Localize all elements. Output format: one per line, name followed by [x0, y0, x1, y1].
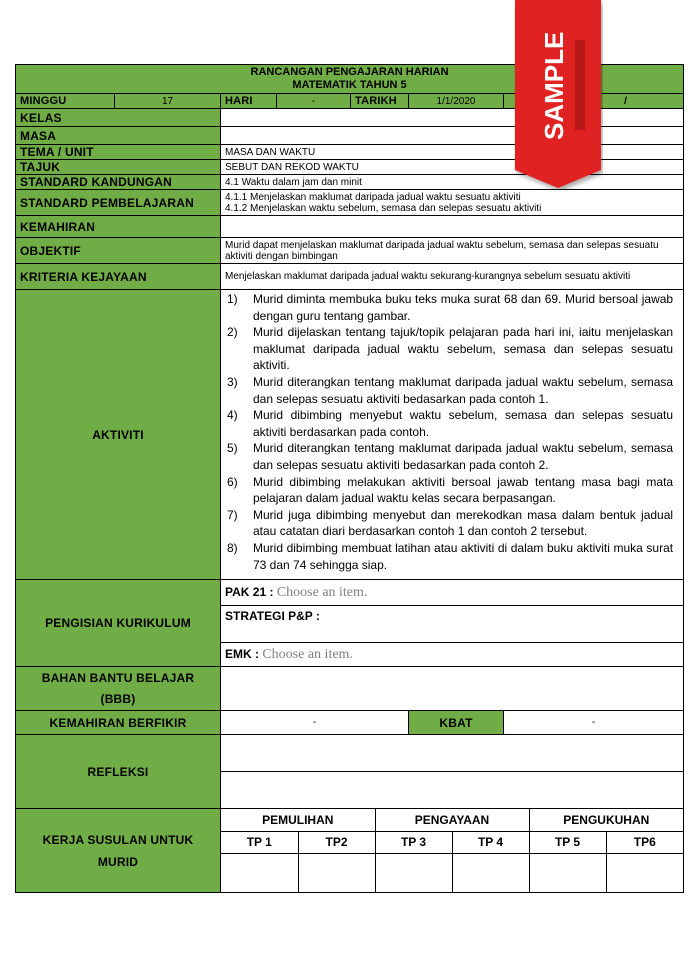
- pengisian-kurikulum-label: PENGISIAN KURIKULUM: [16, 580, 221, 667]
- kbat-label: KBAT: [409, 711, 504, 735]
- aktiviti-content[interactable]: [221, 290, 684, 580]
- tp4-header: TP 4: [452, 831, 529, 853]
- plan-title-line1: RANCANGAN PENGAJARAN HARIAN: [250, 66, 449, 78]
- sp-line-1: 4.1.1 Menjelaskan maklumat daripada jadual waktu sesuatu aktiviti: [225, 191, 521, 203]
- aktiviti-text: Murid dijelaskan tentang tajuk/topik pelajaran pada hari ini, iaitu menjelaskan maklumat daripada jadual waktu sebelum, semasa dan selepas sesuatu aktiviti.: [253, 325, 674, 373]
- aktiviti-list: [225, 291, 679, 573]
- hari-value[interactable]: -: [277, 94, 351, 109]
- masa-label: MASA: [16, 127, 221, 145]
- refleksi-line-2[interactable]: [221, 772, 684, 809]
- plan-title-line2: MATEMATIK TAHUN 5: [292, 79, 407, 91]
- sample-watermark-text: SAMPLE: [539, 31, 569, 140]
- aktiviti-label: AKTIVITI: [16, 290, 221, 580]
- aktiviti-num: 1): [227, 292, 238, 306]
- minggu-label: MINGGU: [16, 94, 115, 109]
- aktiviti-text: Murid dibimbing melakukan aktiviti bersoal jawab tentang masa bagi mata pelajaran dalam jadual waktu kelas secara berpasangan.: [253, 474, 674, 506]
- strategi-label: STRATEGI P&P :: [225, 609, 320, 623]
- kemahiran-value[interactable]: [221, 216, 684, 238]
- sample-watermark: [513, 0, 603, 190]
- tajuk-value[interactable]: SEBUT DAN REKOD WAKTU: [221, 160, 684, 175]
- tema-value[interactable]: MASA DAN WAKTU: [221, 145, 684, 160]
- emk-field[interactable]: [221, 643, 684, 667]
- aktiviti-item: [227, 540, 673, 573]
- kerja-susulan-line1: KERJA SUSULAN UNTUK: [42, 832, 194, 847]
- tp5-header: TP 5: [529, 831, 606, 853]
- refleksi-label: REFLEKSI: [16, 735, 221, 809]
- refleksi-line-1[interactable]: [221, 735, 684, 772]
- strategi-field[interactable]: [221, 606, 684, 643]
- tp2-header: TP2: [298, 831, 375, 853]
- aktiviti-num: 7): [227, 507, 238, 522]
- kelas-value[interactable]: [221, 109, 684, 127]
- aktiviti-num: 8): [227, 540, 238, 555]
- objektif-value[interactable]: Murid dapat menjelaskan maklumat daripada jadual waktu sebelum, semasa dan selepas sesuatu aktiviti dengan bimbingan: [221, 238, 684, 264]
- standard-kandungan-label: STANDARD KANDUNGAN: [16, 175, 221, 190]
- emk-dropdown[interactable]: Choose an item.: [262, 646, 353, 662]
- kemahiran-label: KEMAHIRAN: [16, 216, 221, 238]
- tp6-cell[interactable]: [606, 853, 683, 892]
- tp2-cell[interactable]: [298, 853, 375, 892]
- kerja-susulan-grid: [221, 809, 684, 893]
- kerja-susulan-line2: MURID: [97, 854, 139, 869]
- standard-pembelajaran-label: STANDARD PEMBELAJARAN: [16, 190, 221, 216]
- tp1-cell[interactable]: [221, 853, 298, 892]
- tema-label: TEMA / UNIT: [16, 145, 221, 160]
- aktiviti-item: [227, 324, 673, 374]
- aktiviti-num: 3): [227, 374, 238, 389]
- tp5-cell[interactable]: [529, 853, 606, 892]
- pemulihan-header: PEMULIHAN: [221, 809, 375, 831]
- pak21-field[interactable]: [221, 580, 684, 606]
- aktiviti-item: [227, 507, 673, 540]
- bbb-label-line2: (BBB): [100, 691, 136, 706]
- tarikh-value[interactable]: 1/1/2020: [409, 94, 504, 109]
- tajuk-label: TAJUK: [16, 160, 221, 175]
- pengayaan-header: PENGAYAAN: [375, 809, 529, 831]
- emk-label: EMK :: [225, 646, 259, 661]
- objektif-label: OBJEKTIF: [16, 238, 221, 264]
- masa-value[interactable]: [221, 127, 684, 145]
- kerja-susulan-label: [16, 809, 221, 893]
- pak21-dropdown[interactable]: Choose an item.: [276, 584, 368, 600]
- tarikh-label: TARIKH: [351, 94, 409, 109]
- kemahiran-berfikir-label: KEMAHIRAN BERFIKIR: [16, 711, 221, 735]
- aktiviti-num: 4): [227, 408, 238, 423]
- bbb-label-line1: BAHAN BANTU BELAJAR: [41, 670, 195, 685]
- sample-ribbon-stripe: [575, 40, 585, 130]
- aktiviti-num: 5): [227, 441, 238, 456]
- sp-line-2: 4.1.2 Menjelaskan waktu sebelum, semasa dan selepas sesuatu aktiviti: [225, 202, 542, 214]
- tp-table: [221, 809, 683, 892]
- aktiviti-text: Murid diterangkan tentang maklumat daripada jadual waktu sebelum, semasa dan selepas sesuatu aktiviti bedasarkan pada contoh 1.: [253, 374, 674, 406]
- pengukuhan-header: PENGUKUHAN: [529, 809, 683, 831]
- aktiviti-num: 2): [227, 325, 238, 340]
- aktiviti-text: Murid dibimbing menyebut waktu sebelum, semasa dan selepas sesuatu aktiviti berdasarkan pada contoh.: [253, 408, 674, 439]
- tp4-cell[interactable]: [452, 853, 529, 892]
- minggu-value[interactable]: 17: [115, 94, 221, 109]
- standard-pembelajaran-value[interactable]: [221, 190, 684, 216]
- tp3-header: TP 3: [375, 831, 452, 853]
- standard-kandungan-value[interactable]: 4.1 Waktu dalam jam dan minit: [221, 175, 684, 190]
- aktiviti-text: Murid diterangkan tentang maklumat daripada jadual waktu sebelum, semasa dan selepas sesuatu aktiviti bedasarkan pada contoh 2.: [253, 441, 674, 472]
- kriteria-value[interactable]: Menjelaskan maklumat daripada jadual waktu sekurang-kurangnya sebelum sesuatu aktiviti: [221, 264, 684, 290]
- kelas-label: KELAS: [16, 109, 221, 127]
- pak21-label: PAK 21 :: [225, 584, 274, 599]
- kbat-value[interactable]: -: [504, 711, 684, 735]
- hari-label: HARI: [221, 94, 277, 109]
- aktiviti-item: [227, 374, 673, 407]
- kriteria-label: KRITERIA KEJAYAAN: [16, 264, 221, 290]
- aktiviti-item: [227, 474, 673, 507]
- aktiviti-item: [227, 291, 673, 324]
- aktiviti-text: Murid dibimbing membuat latihan atau aktiviti di dalam buku aktiviti muka surat 73 dan 74 sehingga siap.: [253, 540, 674, 572]
- bbb-value[interactable]: [221, 667, 684, 711]
- aktiviti-item: [227, 440, 673, 473]
- aktiviti-item: [227, 407, 673, 440]
- aktiviti-num: 6): [227, 474, 238, 489]
- masa-info-value: /: [624, 95, 627, 107]
- aktiviti-text: Murid diminta membuka buku teks muka surat 68 dan 69. Murid bersoal jawab dengan guru tentang gambar.: [253, 292, 674, 323]
- bbb-label: [16, 667, 221, 711]
- tp1-header: TP 1: [221, 831, 298, 853]
- aktiviti-text: Murid juga dibimbing menyebut dan merekodkan masa dalam bentuk jadual atau catatan diari berdasarkan contoh 1 dan contoh 2 tersebut.: [253, 507, 674, 539]
- kemahiran-berfikir-value[interactable]: -: [221, 711, 409, 735]
- tp3-cell[interactable]: [375, 853, 452, 892]
- tp6-header: TP6: [606, 831, 683, 853]
